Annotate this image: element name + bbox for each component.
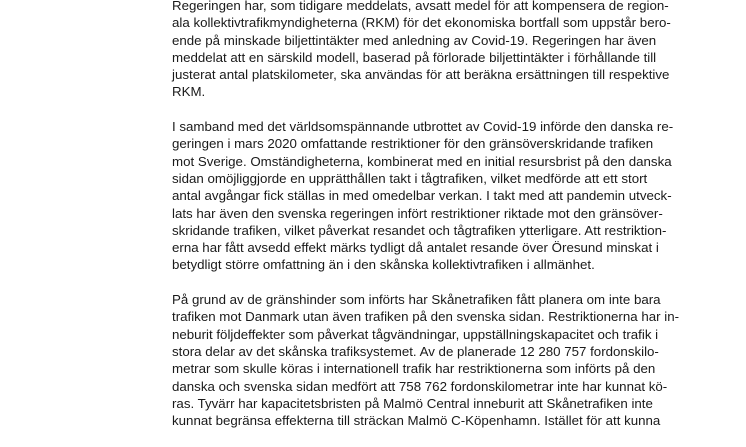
text-line: trafiken mot Danmark utan även trafiken på den svenska sidan. Restriktionerna har in- (172, 309, 680, 325)
text-line: På grund av de gränshinder som införts har Skånetrafiken fått planera om inte bara (172, 292, 661, 308)
text-line: ende på minskade biljettintäkter med anledning av Covid-19. Regeringen har även (172, 32, 657, 48)
body-text (172, 0, 680, 447)
text-line: RKM. (172, 84, 206, 100)
text-line: Regeringen har, som tidigare meddelats, avsatt medel för att kompensera de region- (172, 0, 669, 13)
text-line: geringen i mars 2020 omfattande restriktioner för den gränsöverskridande trafiken (172, 136, 654, 152)
text-line: erna har fått avsedd effekt märks tydligt då antalet resande över Öresund minskat i (172, 240, 659, 256)
text-line: ras. Tyvärr har kapacitetsbristen på Malmö Central inneburit att Skånetrafiken inte (172, 395, 653, 411)
text-line: ala kollektivtrafikmyndigheterna (RKM) för det ekonomiska bortfall som uppstår bero- (172, 15, 671, 31)
text-line: neburit följdeffekter som påverkat tågvändningar, uppställningskapacitet och trafik i (172, 326, 659, 342)
text-line: stora delar av det skånska trafiksystemet. Av de planerade 12 280 757 fordonskilo- (172, 343, 659, 359)
text-line: lats har även den svenska regeringen infört restriktioner riktade mot den gränsöver- (172, 205, 663, 221)
text-line: antal avgångar fick ställas in med omedelbar verkan. I takt med att pandemin utveck- (172, 188, 672, 204)
paragraph-danish-restrictions (172, 118, 674, 274)
text-line: skridande trafiken, vilket påverkat resandet och tågtrafiken ytterligare. Att restriktion- (172, 222, 667, 238)
text-line: kunnat begränsa effekterna till sträckan Malmö C-Köpenhamn. Istället för att kunna (172, 413, 661, 429)
text-line: mot Sverige. Omständigheterna, kombinerat med en initial resursbrist på den danska (172, 153, 672, 169)
text-line: justerat antal platskilometer, ska användas för att beräkna ersättningen till respektive (172, 67, 670, 83)
paragraph-rkm-compensation (172, 0, 671, 101)
paragraph-border-obstacles (172, 291, 680, 429)
text-line: I samband med det världsomspännande utbrottet av Covid-19 införde den danska re- (172, 119, 674, 135)
text-line: danska och svenska sidan medfört att 758 762 fordonskilometrar inte har kunnat kö- (172, 378, 668, 394)
text-line: metrar som skulle köras i internationell trafik har restriktionerna som införts på den (172, 361, 656, 377)
text-line: betydligt större omfattning än i den skånska kollektivtrafiken i allmänhet. (172, 257, 595, 273)
text-line: sidan omöjliggjorde en upprätthållen takt i tågtrafiken, vilket medförde att ett stort (172, 170, 648, 186)
text-line: meddelat att en särskild modell, baserad på förlorade biljettintäkter i förhållande till (172, 49, 657, 65)
